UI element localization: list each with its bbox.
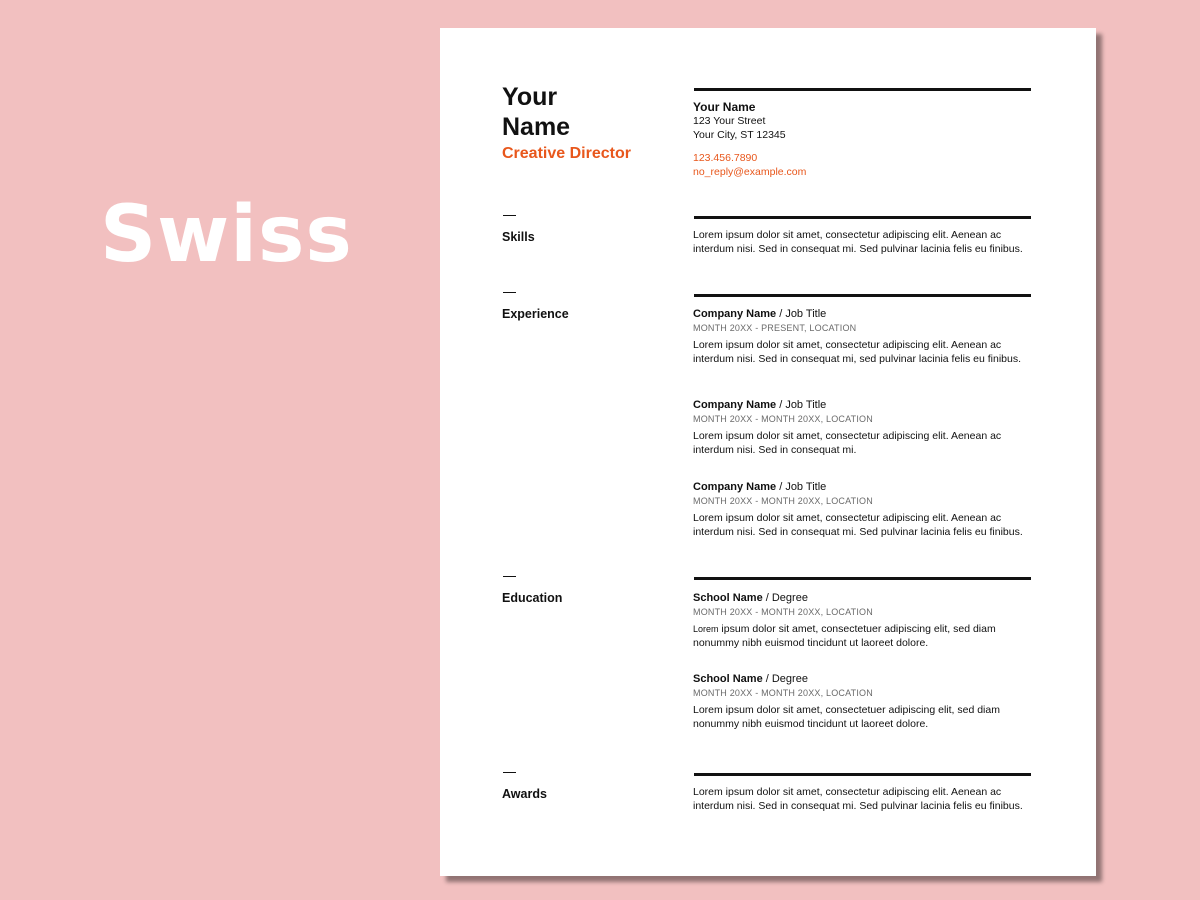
experience-entry <box>693 307 1033 366</box>
job-title: Job Title <box>785 399 827 411</box>
education-entry-text: Lorem ipsum dolor sit amet, consectetuer adipiscing elit, sed diam nonummy nibh euismod tincidunt ut laoreet dolore. <box>693 704 1000 730</box>
hero-job-title: Creative Director <box>502 145 631 162</box>
skills-dash <box>503 215 516 216</box>
experience-dash <box>503 292 516 293</box>
resume-page <box>440 28 1096 876</box>
experience-entry-text: Lorem ipsum dolor sit amet, consectetur adipiscing elit. Aenean ac interdum nisi. Sed in consequat mi, sed pulvinar lacinia felis eu finibus. <box>693 339 1022 365</box>
education-rule <box>694 577 1031 580</box>
awards-label: Awards <box>502 787 547 801</box>
education-entry <box>693 591 1033 650</box>
job-title: Job Title <box>785 308 827 320</box>
contact-street: 123 Your Street <box>693 115 766 127</box>
contact-gap <box>693 142 1033 152</box>
contact-block <box>693 99 1033 179</box>
heading-separator: / <box>776 481 786 493</box>
education-dash <box>503 576 516 577</box>
education-entry-heading <box>693 591 1033 605</box>
degree: Degree <box>771 592 808 604</box>
awards-rule <box>694 773 1031 776</box>
contact-rule <box>694 88 1031 91</box>
degree: Degree <box>771 673 808 685</box>
company-name: Company Name <box>693 481 777 493</box>
contact-name: Your Name <box>693 100 756 114</box>
company-name: Company Name <box>693 399 777 411</box>
education-entry-text-body: ipsum dolor sit amet, consectetuer adipiscing elit, sed diam nonummy nibh euismod tincidunt ut laoreet dolore. <box>693 623 996 649</box>
heading-separator: / <box>762 673 772 685</box>
job-title: Job Title <box>785 481 827 493</box>
experience-rule <box>694 294 1031 297</box>
experience-entry-text: Lorem ipsum dolor sit amet, consectetur adipiscing elit. Aenean ac interdum nisi. Sed in consequat mi. Sed pulvinar lacinia felis eu finibus. <box>693 512 1023 538</box>
hero-name-first: Your <box>502 83 558 111</box>
heading-separator: / <box>776 308 786 320</box>
awards-text: Lorem ipsum dolor sit amet, consectetur adipiscing elit. Aenean ac interdum nisi. Sed in consequat mi. Sed pulvinar lacinia felis eu finibus. <box>693 786 1023 812</box>
experience-entry <box>693 480 1033 539</box>
experience-entry <box>693 398 1033 457</box>
education-entry-heading <box>693 672 1033 686</box>
school-name: School Name <box>693 592 763 604</box>
hero-name-second: Name <box>502 113 571 141</box>
experience-entry-heading <box>693 480 1033 494</box>
contact-city: Your City, ST 12345 <box>693 128 786 141</box>
experience-label: Experience <box>502 307 569 321</box>
skills-rule <box>694 216 1031 219</box>
awards-dash <box>503 772 516 773</box>
education-entry-text-lead: Lorem <box>693 624 719 634</box>
experience-entry-dates: MONTH 20XX - MONTH 20XX, LOCATION <box>693 496 873 506</box>
education-entry-dates: MONTH 20XX - MONTH 20XX, LOCATION <box>693 688 873 698</box>
company-name: Company Name <box>693 308 777 320</box>
experience-entry-dates: MONTH 20XX - MONTH 20XX, LOCATION <box>693 414 873 424</box>
hero-name <box>502 82 682 142</box>
experience-entry-dates: MONTH 20XX - PRESENT, LOCATION <box>693 323 857 333</box>
experience-entry-text: Lorem ipsum dolor sit amet, consectetur adipiscing elit. Aenean ac interdum nisi. Sed in consequat mi. <box>693 430 1002 456</box>
experience-entry-heading <box>693 307 1033 321</box>
skills-label: Skills <box>502 230 535 244</box>
heading-separator: / <box>762 592 772 604</box>
contact-email-link[interactable]: no_reply@example.com <box>693 165 807 178</box>
skills-text: Lorem ipsum dolor sit amet, consectetur adipiscing elit. Aenean ac interdum nisi. Sed in consequat mi. Sed pulvinar lacinia felis eu finibus. <box>693 229 1023 255</box>
school-name: School Name <box>693 673 763 685</box>
brand-title: Swiss <box>100 190 353 280</box>
education-entry-dates: MONTH 20XX - MONTH 20XX, LOCATION <box>693 607 873 617</box>
education-entry-text <box>693 623 1033 650</box>
education-entry <box>693 672 1033 731</box>
contact-phone[interactable]: 123.456.7890 <box>693 152 758 164</box>
education-label: Education <box>502 591 563 605</box>
heading-separator: / <box>776 399 786 411</box>
experience-entry-heading <box>693 398 1033 412</box>
